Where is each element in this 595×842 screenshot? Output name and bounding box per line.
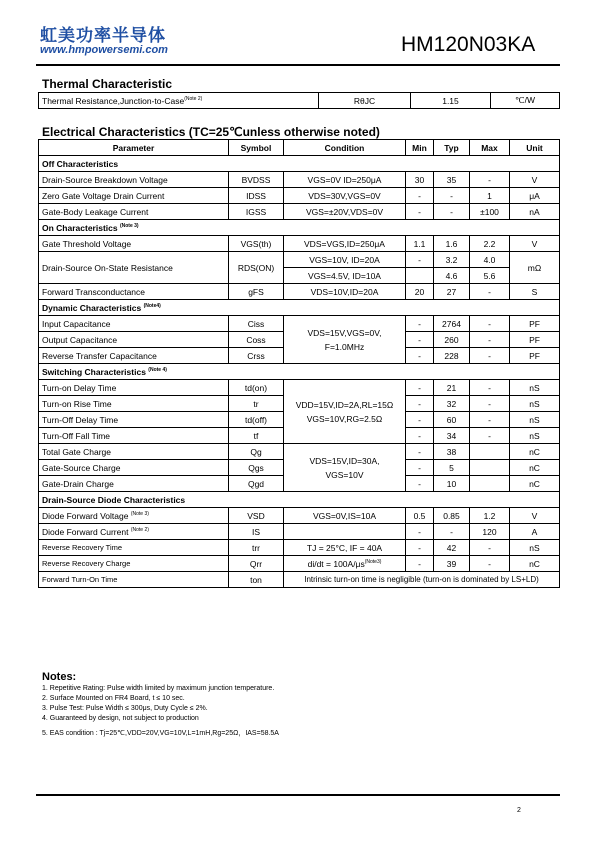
cell-min: - <box>406 444 434 460</box>
cell-param: Drain-Source On-State Resistance <box>39 252 229 284</box>
note-item: 4. Guaranteed by design, not subject to production <box>42 715 199 722</box>
group-off: Off Characteristics <box>39 156 560 172</box>
cell-max: 2.2 <box>470 236 510 252</box>
col-header: Symbol <box>229 140 284 156</box>
cell-typ: 1.6 <box>434 236 470 252</box>
cell-unit: nS <box>510 412 560 428</box>
cell-unit: PF <box>510 316 560 332</box>
cell-param: Forward Transconductance <box>39 284 229 300</box>
thermal-symbol: RθJC <box>319 93 411 109</box>
cell-param: Output Capacitance <box>39 332 229 348</box>
cell-typ: 34 <box>434 428 470 444</box>
electrical-section-title: Electrical Characteristics (TC=25℃unless otherwise noted) <box>42 125 380 139</box>
cell-param: Turn-Off Fall Time <box>39 428 229 444</box>
cell-param: Turn-on Delay Time <box>39 380 229 396</box>
table-row <box>39 380 560 396</box>
cell-min: - <box>406 540 434 556</box>
thermal-value: 1.15 <box>411 93 491 109</box>
cell-min: - <box>406 556 434 572</box>
col-header: Min <box>406 140 434 156</box>
cell-max: 1.2 <box>470 508 510 524</box>
cell-unit: PF <box>510 348 560 364</box>
table-row <box>39 204 560 220</box>
cell-symbol: tr <box>229 396 284 412</box>
cell-typ: 228 <box>434 348 470 364</box>
group-row <box>39 300 560 316</box>
cell-typ: 2764 <box>434 316 470 332</box>
thermal-table <box>38 92 560 109</box>
cell-unit: nA <box>510 204 560 220</box>
cell-param: Diode Forward Voltage $^{(Note 3)}$ <box>39 508 229 524</box>
cell-param: Input Capacitance <box>39 316 229 332</box>
cell-symbol: IGSS <box>229 204 284 220</box>
cell-unit: nS <box>510 428 560 444</box>
cell-unit: mΩ <box>510 252 560 284</box>
cell-param: Gate-Drain Charge <box>39 476 229 492</box>
cell-condition: VGS=0V ID=250μA <box>284 172 406 188</box>
cell-param: Gate-Body Leakage Current <box>39 204 229 220</box>
cell-symbol: gFS <box>229 284 284 300</box>
cell-param: Gate-Source Charge <box>39 460 229 476</box>
cell-condition: VDD=15V,ID=2A,RL=15Ω VGS=10V,RG=2.5Ω <box>284 380 406 444</box>
cell-typ: 4.6 <box>434 268 470 284</box>
cell-condition: VDS=15V,VGS=0V, F=1.0MHz <box>284 316 406 364</box>
cell-param: Turn-on Rise Time <box>39 396 229 412</box>
cell-max: - <box>470 332 510 348</box>
cell-max: 120 <box>470 524 510 540</box>
cell-unit: V <box>510 508 560 524</box>
cell-unit: S <box>510 284 560 300</box>
cell-max: 4.0 <box>470 252 510 268</box>
part-number: HM120N03KA <box>401 33 536 56</box>
group-on: On Characteristics $^{(Note 3)}$ <box>39 220 560 236</box>
cell-symbol: RDS(ON) <box>229 252 284 284</box>
thermal-param: Thermal Resistance,Junction-to-Case$^{(Note 2)}$ <box>39 93 319 109</box>
table-row <box>39 236 560 252</box>
cell-unit: nC <box>510 556 560 572</box>
cell-condition: Intrinsic turn-on time is negligible (turn-on is dominated by LS+LD) <box>284 572 560 588</box>
notes-title: Notes: <box>42 671 77 683</box>
cell-typ: 3.2 <box>434 252 470 268</box>
col-header: Unit <box>510 140 560 156</box>
cell-param: Drain-Source Breakdown Voltage <box>39 172 229 188</box>
cell-symbol: IS <box>229 524 284 540</box>
group-dynamic: Dynamic Characteristics $^{(Note4)}$ <box>39 300 560 316</box>
col-header: Condition <box>284 140 406 156</box>
cell-condition: VDS=10V,ID=20A <box>284 284 406 300</box>
cell-typ: - <box>434 524 470 540</box>
cell-typ: 32 <box>434 396 470 412</box>
cell-min: - <box>406 396 434 412</box>
note-item: 3. Pulse Test: Pulse Width ≤ 300μs, Duty Cycle ≤ 2%. <box>42 705 208 712</box>
table-row <box>39 316 560 332</box>
cell-condition: VGS=4.5V, ID=10A <box>284 268 406 284</box>
cell-max: ±100 <box>470 204 510 220</box>
col-header: Max <box>470 140 510 156</box>
cell-param: Forward Turn-On Time <box>39 572 229 588</box>
cell-unit: V <box>510 236 560 252</box>
cell-condition: $di/dt = 100A/\mu s^{(Note3)}$ <box>284 556 406 572</box>
company-logo-chinese: 虹美功率半导体 <box>40 26 166 46</box>
cell-symbol: Coss <box>229 332 284 348</box>
cell-condition: VGS=0V,IS=10A <box>284 508 406 524</box>
cell-condition: VGS=±20V,VDS=0V <box>284 204 406 220</box>
cell-max <box>470 444 510 460</box>
table-row <box>39 93 560 109</box>
cell-symbol: Ciss <box>229 316 284 332</box>
cell-typ: 260 <box>434 332 470 348</box>
cell-typ: - <box>434 204 470 220</box>
cell-max: - <box>470 348 510 364</box>
table-row <box>39 284 560 300</box>
cell-min: - <box>406 204 434 220</box>
group-row <box>39 156 560 172</box>
table-row <box>39 508 560 524</box>
cell-max: - <box>470 556 510 572</box>
cell-unit: nC <box>510 476 560 492</box>
page-number: 2 <box>517 807 521 814</box>
cell-max <box>470 476 510 492</box>
cell-symbol: ton <box>229 572 284 588</box>
cell-max: - <box>470 284 510 300</box>
group-row <box>39 492 560 508</box>
cell-min: 20 <box>406 284 434 300</box>
cell-condition: VGS=10V, ID=20A <box>284 252 406 268</box>
cell-symbol: td(off) <box>229 412 284 428</box>
cell-symbol: Qgs <box>229 460 284 476</box>
cell-typ: 21 <box>434 380 470 396</box>
cell-param: Total Gate Charge <box>39 444 229 460</box>
cell-min <box>406 268 434 284</box>
thermal-section-title: Thermal Characteristic <box>42 77 173 91</box>
cell-typ: 0.85 <box>434 508 470 524</box>
cell-symbol: BVDSS <box>229 172 284 188</box>
cell-unit: nC <box>510 460 560 476</box>
cell-condition: VDS=VGS,ID=250μA <box>284 236 406 252</box>
cell-min: - <box>406 316 434 332</box>
cell-condition: VDS=15V,ID=30A, VGS=10V <box>284 444 406 492</box>
cell-typ: - <box>434 188 470 204</box>
cell-param: Reverse Recovery Time <box>39 540 229 556</box>
cell-typ: 60 <box>434 412 470 428</box>
cell-param: Gate Threshold Voltage <box>39 236 229 252</box>
cell-unit: nS <box>510 380 560 396</box>
cell-max: - <box>470 172 510 188</box>
cell-typ: 10 <box>434 476 470 492</box>
cell-max: - <box>470 380 510 396</box>
cell-symbol: Qgd <box>229 476 284 492</box>
cell-symbol: VGS(th) <box>229 236 284 252</box>
table-row <box>39 556 560 572</box>
cell-min: - <box>406 332 434 348</box>
cell-min: - <box>406 252 434 268</box>
cell-min: - <box>406 348 434 364</box>
table-row <box>39 172 560 188</box>
cell-unit: μA <box>510 188 560 204</box>
cell-min: - <box>406 476 434 492</box>
cell-min: - <box>406 412 434 428</box>
cell-typ: 38 <box>434 444 470 460</box>
table-row <box>39 540 560 556</box>
table-row <box>39 444 560 460</box>
table-row <box>39 188 560 204</box>
table-header-row <box>39 140 560 156</box>
cell-param: Zero Gate Voltage Drain Current <box>39 188 229 204</box>
cell-unit: nS <box>510 396 560 412</box>
group-switching: Switching Characteristics $^{(Note 4)}$ <box>39 364 560 380</box>
cell-typ: 42 <box>434 540 470 556</box>
cell-min: - <box>406 188 434 204</box>
cell-param: Reverse Transfer Capacitance <box>39 348 229 364</box>
header-divider <box>36 64 560 66</box>
cell-typ: 27 <box>434 284 470 300</box>
company-website: www.hmpowersemi.com <box>40 44 168 56</box>
cell-min: 1.1 <box>406 236 434 252</box>
cell-max: 5.6 <box>470 268 510 284</box>
cell-condition: TJ = 25°C, IF = 40A <box>284 540 406 556</box>
cell-symbol: VSD <box>229 508 284 524</box>
cell-condition: VDS=30V,VGS=0V <box>284 188 406 204</box>
group-row <box>39 220 560 236</box>
note-item: 1. Repetitive Rating: Pulse width limited by maximum junction temperature. <box>42 685 275 692</box>
cell-unit: PF <box>510 332 560 348</box>
cell-max: 1 <box>470 188 510 204</box>
group-row <box>39 364 560 380</box>
cell-min: - <box>406 380 434 396</box>
cell-min: - <box>406 428 434 444</box>
table-row <box>39 524 560 540</box>
note-item: 5. EAS condition : Tj=25℃,VDD=20V,VG=10V,L=1mH,Rg=25Ω，IAS=58.5A <box>42 730 279 737</box>
cell-min: - <box>406 460 434 476</box>
col-header: Parameter <box>39 140 229 156</box>
cell-symbol: Qg <box>229 444 284 460</box>
cell-min: - <box>406 524 434 540</box>
cell-max <box>470 460 510 476</box>
cell-typ: 39 <box>434 556 470 572</box>
cell-symbol: td(on) <box>229 380 284 396</box>
col-header: Typ <box>434 140 470 156</box>
group-diode: Drain-Source Diode Characteristics <box>39 492 560 508</box>
cell-condition <box>284 524 406 540</box>
cell-min: 0.5 <box>406 508 434 524</box>
cell-typ: 35 <box>434 172 470 188</box>
cell-symbol: trr <box>229 540 284 556</box>
cell-param: Reverse Recovery Charge <box>39 556 229 572</box>
thermal-unit: ℃/W <box>491 93 560 109</box>
footer-divider <box>36 794 560 796</box>
cell-typ: 5 <box>434 460 470 476</box>
cell-max: - <box>470 428 510 444</box>
cell-max: - <box>470 396 510 412</box>
cell-unit: nC <box>510 444 560 460</box>
cell-unit: nS <box>510 540 560 556</box>
note-item: 2. Surface Mounted on FR4 Board, t ≤ 10 sec. <box>42 695 185 702</box>
cell-max: - <box>470 316 510 332</box>
cell-unit: V <box>510 172 560 188</box>
cell-max: - <box>470 540 510 556</box>
table-row <box>39 252 560 268</box>
cell-symbol: IDSS <box>229 188 284 204</box>
cell-param: Diode Forward Current $^{(Note 2)}$ <box>39 524 229 540</box>
cell-min: 30 <box>406 172 434 188</box>
cell-symbol: tf <box>229 428 284 444</box>
cell-symbol: Crss <box>229 348 284 364</box>
cell-param: Turn-Off Delay Time <box>39 412 229 428</box>
cell-symbol: Qrr <box>229 556 284 572</box>
electrical-table <box>38 139 560 588</box>
cell-unit: A <box>510 524 560 540</box>
cell-max: - <box>470 412 510 428</box>
table-row <box>39 572 560 588</box>
